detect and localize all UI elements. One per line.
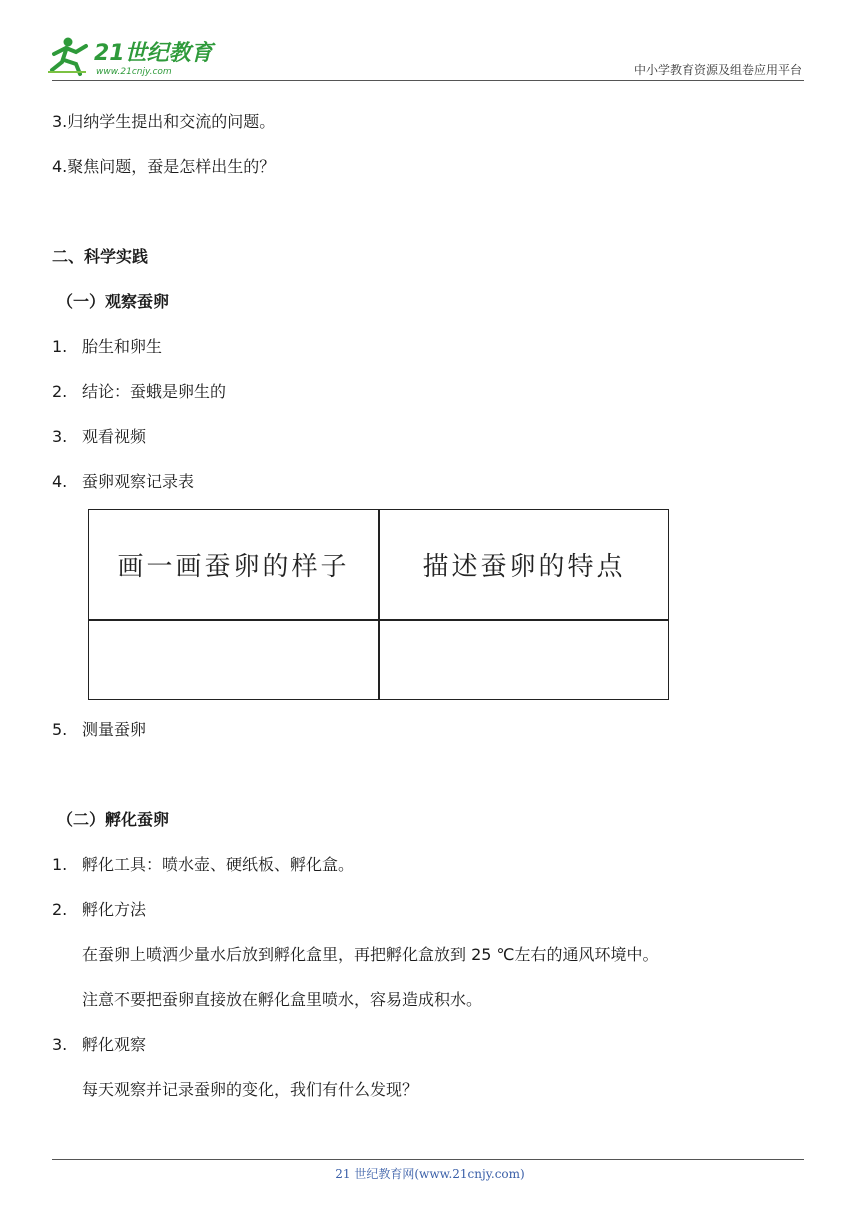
- list-item: 3. 孵化观察: [52, 1035, 147, 1054]
- egg-observation-table: [88, 509, 669, 700]
- subsection-heading-2: （二）孵化蚕卵: [57, 810, 170, 829]
- logo-url: www.21cnjy.com: [96, 67, 172, 77]
- list-item: 2. 结论：蚕蛾是卵生的: [52, 382, 227, 401]
- hatch-method-step: 在蚕卵上喷洒少量水后放到孵化盒里，再把孵化盒放到 25 ℃左右的通风环境中。: [82, 945, 659, 964]
- list-item: 1. 孵化工具：喷水壶、硬纸板、孵化盒。: [52, 855, 355, 874]
- runner-icon: [48, 38, 86, 75]
- intro-line-4: 4.聚焦问题，蚕是怎样出生的？: [52, 157, 276, 176]
- hatch-method-note: 注意不要把蚕卵直接放在孵化盒里喷水，容易造成积水。: [82, 990, 483, 1009]
- hatch-observe-question: 每天观察并记录蚕卵的变化，我们有什么发现？: [82, 1080, 419, 1099]
- list-item: 3. 观看视频: [52, 427, 147, 446]
- list-item: 1. 胎生和卵生: [52, 337, 163, 356]
- list-item: 4. 蚕卵观察记录表: [52, 472, 195, 491]
- section-heading-2: 二、科学实践: [52, 247, 149, 266]
- footer-text: 21 世纪教育网(www.21cnjy.com): [335, 1167, 525, 1181]
- table-header-describe: 描述蚕卵的特点: [422, 552, 626, 582]
- intro-line-3: 3.归纳学生提出和交流的问题。: [52, 112, 276, 131]
- footer-divider: [52, 1159, 804, 1160]
- table-row-divider: [89, 619, 668, 621]
- site-logo: [46, 34, 216, 80]
- table-header-draw: 画一画蚕卵的样子: [117, 552, 350, 582]
- header-divider: [52, 80, 804, 81]
- list-item: 2. 孵化方法: [52, 900, 147, 919]
- logo-title: 21世纪教育: [94, 41, 213, 66]
- header-platform-text: 中小学教育资源及组卷应用平台: [633, 63, 802, 77]
- list-item: 5. 测量蚕卵: [52, 720, 147, 739]
- subsection-heading-1: （一）观察蚕卵: [57, 292, 170, 311]
